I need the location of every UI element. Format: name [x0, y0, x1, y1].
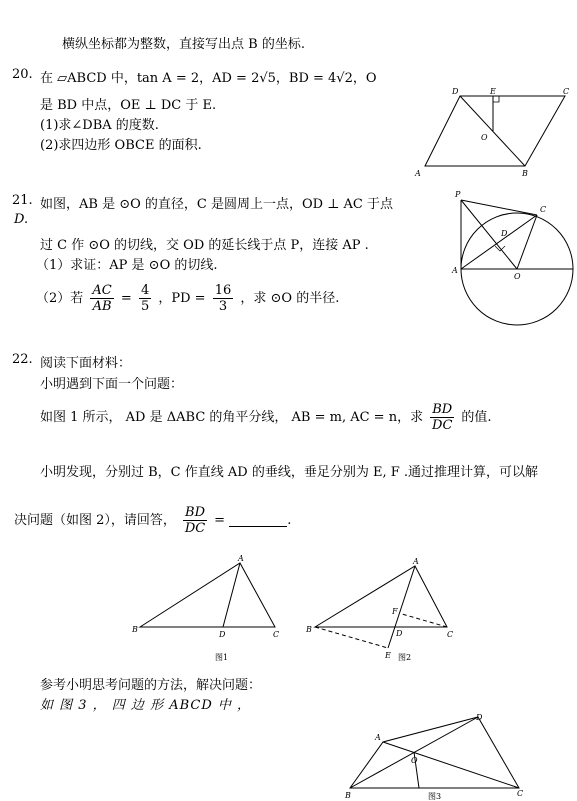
q22-line1: 小明遇到下面一个问题： — [40, 377, 184, 392]
q20-label-o: O — [481, 133, 488, 142]
q22-number: 22. — [12, 352, 33, 367]
fig2-label-a: A — [413, 557, 419, 566]
q22-line2-suffix: 的值. — [461, 410, 492, 425]
q21-mid: ，PD = — [158, 291, 206, 306]
fig1-label-d: D — [219, 630, 226, 639]
q20-label-a: A — [415, 169, 421, 178]
fig2-caption: 图2 — [398, 653, 412, 662]
q21-label-c: C — [540, 205, 547, 214]
q21-frac3-den: 3 — [218, 299, 228, 314]
q21-frac3-num: 16 — [214, 283, 232, 298]
fig1-label-b: B — [132, 625, 138, 634]
q20-stem: 在 ▱ABCD 中，tan A = 2，AD = 2√5，BD = 4√2，O — [40, 71, 377, 86]
q21-part1: （1）求证：AP 是 ⊙O 的切线. — [36, 258, 218, 273]
q20-label-b: B — [522, 169, 528, 178]
fig2-label-c: C — [447, 630, 454, 639]
q22-line4-text: 决问题（如图 2），请回答， — [14, 513, 176, 528]
q22-line6: 如 图 3 ， 四 边 形 ABCD 中 ， — [40, 698, 252, 713]
q21-frac1-num: AC — [92, 283, 112, 298]
fig3-label-o: O — [411, 756, 418, 765]
q22-line5: 参考小明思考问题的方法，解决问题： — [40, 678, 262, 693]
q20-part2: (2)求四边形 OBCE 的面积. — [40, 138, 202, 153]
fig3-label-b: B — [345, 791, 351, 800]
q22-line3: 小明发现，分别过 B，C 作直线 AD 的垂线，垂足分别为 E, F .通过推理计算，可以解 — [40, 465, 539, 480]
q22-line2-text: 如图 1 所示， AD 是 ΔABC 的角平分线， AB = m, AC = n，求 — [40, 410, 424, 425]
q21-label-a: A — [452, 266, 458, 275]
q20-label-d: D — [452, 87, 459, 96]
fig2-label-b: B — [306, 625, 312, 634]
fig1-label-c: C — [273, 630, 280, 639]
q22-ans-den: DC — [184, 521, 206, 536]
q21-part2-prefix: （2）若 — [36, 291, 84, 306]
q21-line2: 过 C 作 ⊙O 的切线，交 OD 的延长线于点 P，连接 AP . — [40, 238, 369, 253]
q20-part1: (1)求∠DBA 的度数. — [40, 118, 159, 133]
q21-frac1-den: AB — [92, 299, 112, 314]
q21-label-d: D — [501, 229, 508, 238]
q20-number: 20. — [12, 67, 33, 82]
q21-stem: 如图，AB 是 ⊙O 的直径，C 是圆周上一点，OD ⊥ AC 于点 — [40, 197, 394, 212]
q22-title: 阅读下面材料： — [40, 356, 132, 371]
fig2-label-f: F — [392, 607, 398, 616]
intro-line: 横纵坐标都为整数，直接写出点 B 的坐标. — [62, 37, 305, 52]
q22-ans-num: BD — [185, 505, 206, 520]
q22-frac-den: DC — [432, 418, 453, 433]
fig3-caption: 图3 — [428, 792, 442, 801]
q21-frac2-num: 4 — [140, 283, 150, 298]
q21-stem2: D. — [14, 212, 29, 227]
fig3-label-a: A — [375, 733, 381, 742]
q22-line4: 决问题（如图 2），请回答， $\frac{BD}{DC}$ = . — [14, 505, 292, 536]
q20-line2: 是 BD 中点，OE ⊥ DC 于 E. — [40, 98, 217, 113]
fig2-label-d: D — [396, 629, 403, 638]
q21-label-o: O — [514, 272, 521, 281]
q21-frac2-den: 5 — [140, 299, 150, 314]
fig1-label-a: A — [238, 554, 244, 563]
q21-equals: = — [120, 291, 132, 306]
fig3-label-c: C — [517, 789, 524, 798]
q22-frac-num: BD — [432, 402, 453, 417]
q22-line4-equals: = — [214, 513, 226, 528]
q20-label-c: C — [563, 87, 570, 96]
fig2-label-e: E — [385, 651, 391, 660]
q21-number: 21. — [12, 193, 33, 208]
fig3-label-d: D — [476, 713, 483, 722]
q20-label-e: E — [490, 87, 496, 96]
q21-part2-suffix: ，求 ⊙O 的半径. — [240, 291, 340, 306]
q21-label-p: P — [455, 190, 461, 199]
fig1-caption: 图1 — [215, 653, 229, 662]
